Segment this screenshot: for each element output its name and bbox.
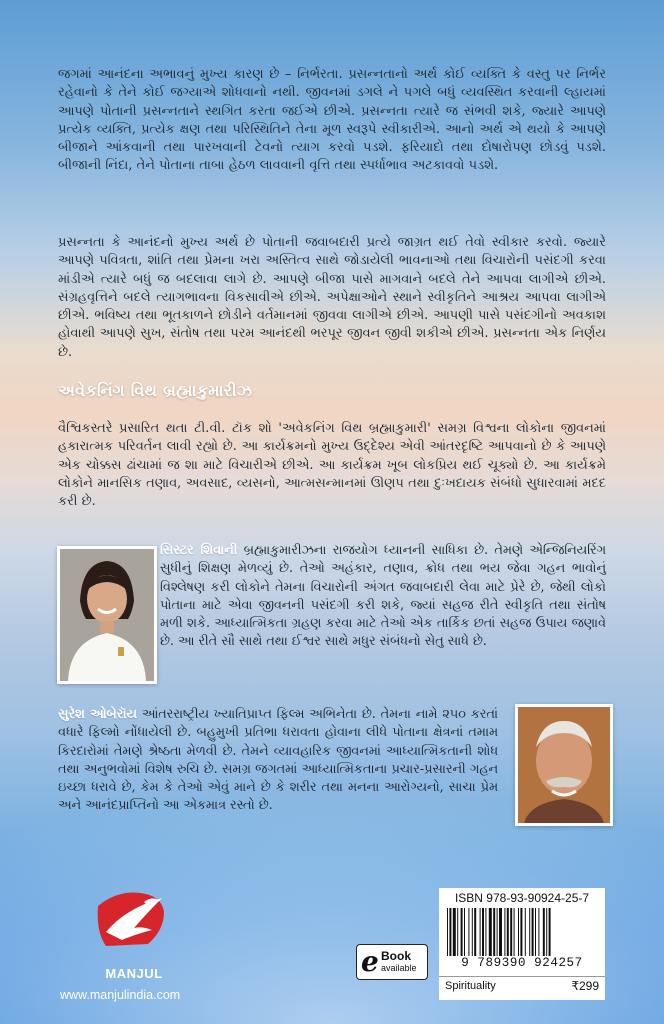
suresh-oberoi-bio	[58, 706, 498, 816]
suresh-oberoi-photo	[515, 704, 613, 826]
isbn-number: ISBN 978-93-90924-25-7	[454, 891, 590, 905]
barcode-divider	[439, 976, 605, 977]
barcode-digits: 9 789390 924257	[461, 956, 583, 970]
suresh-oberoi-bio-text: આંતરરાષ્ટ્રીય ખ્યાતિપ્રાપ્ત ફિલ્મ અભિનેતા છે. તેમના નામે ૨૫૦ કરતાં વધારે ફિલ્મો નોંધાયેલી છે. બહુમુખી પ્રતિભા ધરાવતા હોવાના લીધે પોતાના ક્ષેત્રનાં તમામ કિરદારોમાં તેમણે શ્રેષ્ઠતા મેળવી છે. તેમને વ્યાવહારિક જીવનમાં આધ્યાત્મિકતાની શોધ તથા અનુભવોમાં વિશેષ રુચિ છે. સમગ્ર જગતમાં આધ્યાત્મિકતાના પ્રચાર-પ્રસારની ગહન ઇચ્છા ધરાવે છે, કેમ કે તેઓ એવું માને છે કે શરીર તથા મનના આરોગ્યનો, સાચા પ્રેમ અને આનંદપ્રાપ્તિનો આ એકમાત્ર રસ્તો છે.	[58, 707, 498, 814]
barcode-icon	[445, 908, 599, 956]
ebook-letter: e	[361, 945, 379, 978]
sister-shivani-bio-text: બ્રહ્માકુમારીઝના રાજયોગ ધ્યાનની સાધિકા છે. તેમણે એન્જિનિયરિંગ સુધીનું શિક્ષણ મેળવ્યું છે. તેઓ અહંકાર, તણાવ, ક્રોધ તથા ભય જેવા ગહન ભાવોનું વિશ્લેષણ કરી લોકોને તેમના વિચારોની અંગત જવાબદારી લેવા માટે પ્રેરે છે, જેથી લોકો પોતાના માટે એવા જીવનની પસંદગી કરી શકે, જ્યાં સહજ રીતે સ્વીકૃતિ તથા સંતોષ મળી શકે. આધ્યાત્મિકતા ગ્રહણ કરવા માટે તેઓ એક તાર્કિક છતાં સહજ ઉપાય જણાવે છે. આ રીતે સૌ સાથે તથા ઈશ્વર સાથે મધુર સંબંધનો સેતુ સાધે છે.	[160, 543, 606, 650]
barcode-panel	[439, 888, 605, 1000]
portrait-woman-icon	[60, 549, 154, 681]
ebook-available-label: available	[381, 963, 417, 973]
happiness-paragraph: પ્રસન્નતા કે આનંદનો મુખ્ય અર્થ છે પોતાની જવાબદારી પ્રત્યે જાગ્રત થઈ તેવો સ્વીકાર કરવો. જ્યારે આપણે પવિત્રતા, શાંતિ તથા પ્રેમના ખરા અસ્તિત્વ સાથે જોડાયેલી ભાવનાઓ તથા વિચારોની પસંદગી કરવા માંડીએ ત્યારે બધું જ બદલાવા લાગે છે. આપણે બીજા પાસે માગવાને બદલે તેને આપવા લાગીએ છીએ. સંગ્રહવૃત્તિને બદલે ત્યાગભાવના વિકસાવીએ છીએ. અપેક્ષાઓને સ્થાને સ્વીકૃતિને આશ્રય આપવા લાગીએ છીએ. ભવિષ્ય તથા ભૂતકાળને છોડીને વર્તમાનમાં જીવવા લાગીએ છીએ. આપણી પાસે પસંદગીનો અવકાશ હોવાથી આપણે સુખ, સંતોષ તથા પરમ આનંદથી ભરપૂર જીવન જીવી શકીએ છીએ. પ્રસન્નતા એક નિર્ણય છે.	[58, 235, 606, 360]
sister-shivani-bio	[160, 542, 606, 652]
publisher-name: MANJUL	[105, 966, 163, 981]
ebook-label: Book	[381, 949, 411, 963]
sister-shivani-photo	[57, 546, 157, 684]
show-description-paragraph: વૈશ્વિકસ્તરે પ્રસારિત થતા ટી.વી. ટૉક શો 'અવેકનિંગ વિથ બ્રહ્માકુમારી' સમગ્ર વિશ્વના લોકોના જીવનમાં હકારાત્મક પરિવર્તન લાવી રહ્યો છે. આ કાર્યક્રમનો મુખ્ય ઉદ્દેશ્ય એવી આંતરદૃષ્ટિ આપવાનો છે કે આપણે એક ચોક્કસ ઢાંચામાં જ શા માટે વિચારીએ છીએ. આ કાર્યક્રમ ખૂબ લોકપ્રિય થઈ ચૂક્યો છે. આ કાર્યક્રમે લોકોને માનસિક તણાવ, અવસાદ, વ્યસનો, આત્મસન્માનમાં ઊણપ તથા દુઃખદાયક સંબંધો સુધારવામાં મદદ કરી છે.	[58, 421, 606, 510]
portrait-man-icon	[518, 707, 610, 823]
ebook-available-badge	[356, 944, 428, 980]
manjul-logo-icon	[92, 884, 174, 964]
publisher-website: www.manjulindia.com	[60, 988, 181, 1002]
book-category: Spirituality	[445, 980, 496, 992]
intro-paragraph: જગમાં આનંદના અભાવનું મુખ્ય કારણ છે – નિર્ભરતા. પ્રસન્નતાનો અર્થ કોઈ વ્યક્તિ કે વસ્તુ પર નિર્ભર રહેવાનો કે તેને કોઈ જગ્યાએ શોધવાનો નથી. જીવનમાં ડગલે ને પગલે બધું વ્યવસ્થિત કરવાની લ્હાયમાં આપણે પોતાની પ્રસન્નતાને સ્થગિત કરતા જઈએ છીએ. પ્રસન્નતા ત્યારે જ સંભવી શકે, જ્યારે આપણે પ્રત્યેક વ્યક્તિ, પ્રત્યેક ક્ષણ તથા પરિસ્થિતિને તેના મૂળ સ્વરૂપે સ્વીકારીએ. આનો અર્થ એ થયો કે આપણે બીજાને આંકવાની તથા પારખવાની ટેવનો ત્યાગ કરવો પડશે. ફરિયાદો તથા દોષારોપણ છોડવું પડશે. બીજાની નિંદા, તેને પોતાના તાબા હેઠળ લાવવાની વૃત્તિ તથા સ્પર્ધાભાવ અટકાવવો પડશે.	[58, 67, 606, 174]
book-price: ₹299	[571, 979, 599, 993]
section-heading: અવેકનિંગ વિથ બ્રહ્માકુમારીઝ	[58, 381, 253, 400]
sister-shivani-name: સિસ્ટર શિવાની	[160, 543, 238, 558]
suresh-oberoi-name: સુરેશ ઓબેરૉય	[58, 707, 138, 722]
